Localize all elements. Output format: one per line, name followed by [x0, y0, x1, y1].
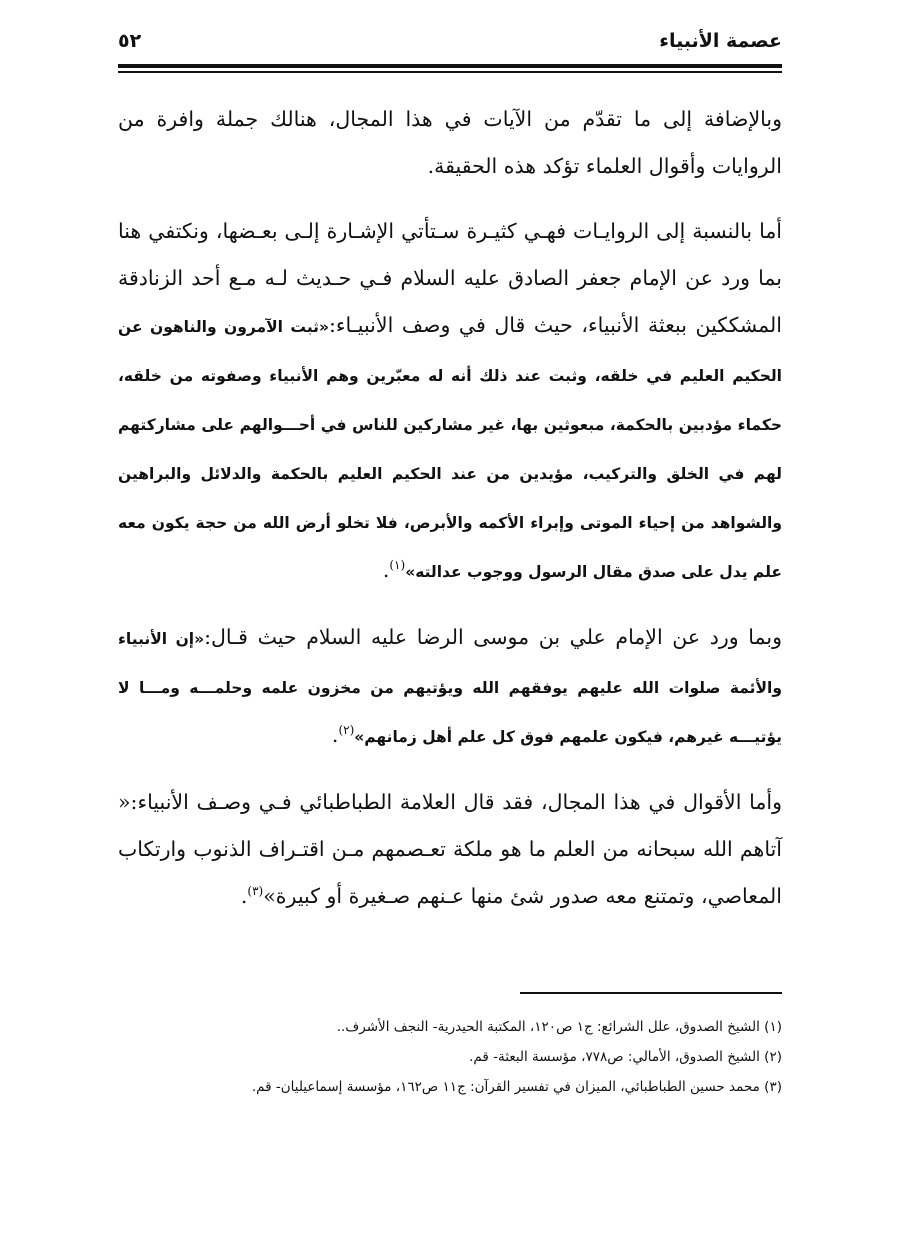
running-title: عصمة الأنبياء — [659, 30, 782, 52]
footnote-ref-3: (٣) — [247, 884, 264, 899]
paragraph-2-intro: أما بالنسبة إلى الروايـات فهـي كثيـرة سـتأتي الإشـارة إلـى بعـضها، ونكتفي هنا بما ورد عن الإمام جعفر الصادق عليه السلام فـي حـديث لـه مـع أحد الزنادقة المشككين ببعثة الأنبياء، حيث قال في وصف الأنبيـاء: — [118, 219, 782, 337]
footnote-2: (٢) الشيخ الصدوق، الأمالي: ص٧٧٨، مؤسسة البعثة- قم. — [469, 1049, 782, 1065]
paragraph-3 — [118, 614, 782, 761]
page-header — [118, 30, 782, 64]
footnote-1: (١) الشيخ الصدوق، علل الشرائع: ج١ ص١٢٠، المكتبة الحيدرية- النجف الأشرف.. — [336, 1019, 782, 1035]
paragraph-4-text: وأما الأقوال في هذا المجال، فقد قال العلامة الطباطبائي فـي وصـف الأنبياء:« آتاهم الله سبحانه من العلم ما هو ملكة تعـصمهم مـن اقتـراف الذنوب وارتكاب المعاصي، وتمتنع معه صدور شئ منها عـنهم صـغيرة أو كبيرة» — [118, 790, 782, 908]
page-number: ٥٢ — [118, 30, 142, 52]
footnote-ref-2: (٢) — [338, 723, 355, 738]
paragraph-1-text: وبالإضافة إلى ما تقدّم من الآيات في هذا المجال، هنالك جملة وافرة من الروايات وأقوال العلماء تؤكد هذه الحقيقة. — [118, 107, 782, 178]
header-rule-thick — [118, 64, 782, 68]
paragraph-2 — [118, 208, 782, 596]
footnotes — [118, 1012, 782, 1102]
footnote-3: (٣) محمد حسين الطباطبائي، الميزان في تفسير القرآن: ج١١ ص١٦٢، مؤسسة إسماعيليان- قم. — [251, 1079, 782, 1095]
paragraph-1 — [118, 96, 782, 190]
hadith-quote-rida: «إن الأنبياء والأئمة صلوات الله عليهم يوفقهم الله ويؤتيهم من مخزون علمه وحلمـــه ومـــا لا يؤتيـــه غيرهم، فيكون علمهم فوق كل علم أهل زمانهم» — [118, 630, 782, 746]
paragraph-4 — [118, 779, 782, 920]
end-mark: . — [331, 723, 339, 747]
main-text — [118, 96, 782, 938]
end-mark: . — [382, 558, 390, 582]
end-mark: . — [240, 884, 248, 908]
footnote-ref-1: (١) — [389, 558, 406, 573]
footnote-separator — [520, 992, 782, 994]
paragraph-3-intro: وبما ورد عن الإمام علي بن موسى الرضا عليه السلام حيث قـال: — [204, 625, 782, 649]
hadith-quote-sadiq: «ثبت الآمرون والناهون عن الحكيم العليم في خلقه، وثبت عند ذلك أنه له معبّرين وهم الأنبياء وصفوته من خلقه، حكماء مؤدبين بالحكمة، مبعوثين بها، غير مشاركين للناس في أحـــوالهم على مشاركتهم لهم في الخلق والتركيب، مؤيدين من عند الحكيم العليم بالحكمة والدلائل والبراهين والشواهد من إحياء الموتى وإبراء الأكمه والأبرص، فلا تخلو أرض الله من حجة يكون معه علم يدل على صدق مقال الرسول ووجوب عدالته» — [118, 318, 782, 581]
header-rule-thin — [118, 71, 782, 73]
